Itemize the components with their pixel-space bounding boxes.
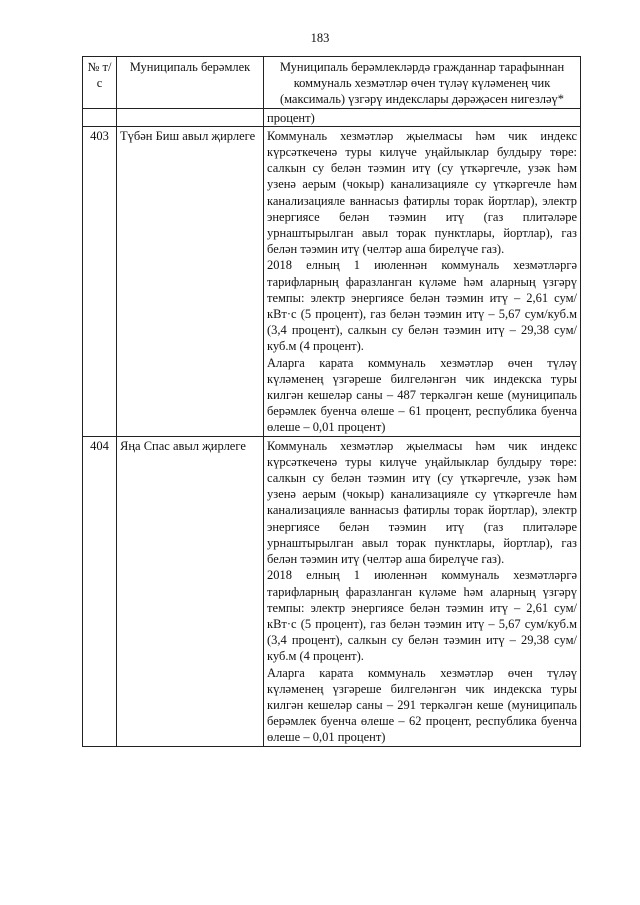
continuation-text: процент) — [264, 108, 581, 126]
continuation-row — [83, 108, 581, 126]
row-municipality: Түбән Биш авыл җирлеге — [117, 126, 264, 436]
row-paragraph-people: Аларга карата коммуналь хезмәтләр өчен түләү күләменең үзгәреше билгеләнгән чик индекска туры килгән кешеләр саны – 487 теркәлгән кеше (муниципаль берәмлек буенча өлеше – 61 процент, республика буенча өлеше – 0,01 процент) — [267, 355, 577, 435]
table-header-row — [83, 57, 581, 109]
tariff-table — [82, 56, 581, 747]
table-row — [83, 436, 581, 746]
row-description — [264, 436, 581, 746]
row-municipality: Яңа Спас авыл җирлеге — [117, 436, 264, 746]
row-paragraph-people: Аларга карата коммуналь хезмәтләр өчен түләү күләменең үзгәреше билгеләнгән чик индекска туры килгән кешеләр саны – 291 теркәлгән кеше (муниципаль берәмлек буенча өлеше – 62 процент, республика буенча өлеше – 0,01 процент) — [267, 665, 577, 745]
table-row — [83, 126, 581, 436]
row-num: 404 — [83, 436, 117, 746]
row-paragraph-tariffs: 2018 елның 1 июленнән коммуналь хезмәтләргә тарифларның фаразланган күләме һәм аларның үзгәрү темпы: электр энергиясе белән тәэмин итү – 2,61 сум/кВт·с (5 процент), газ белән тәэмин итү – 5,67 сум/куб.м (3,4 процент), салкын су белән тәэмин итү – 29,38 сум/куб.м (4 процент). — [267, 258, 577, 354]
row-description — [264, 126, 581, 436]
row-num: 403 — [83, 126, 117, 436]
continuation-num-cell — [83, 108, 117, 126]
row-paragraph-tariffs: 2018 елның 1 июленнән коммуналь хезмәтләргә тарифларның фаразланган күләме һәм аларның үзгәрү темпы: электр энергиясе белән тәэмин итү – 2,61 сум/кВт·с (5 процент), газ белән тәэмин итү – 5,67 сум/куб.м (3,4 процент), салкын су белән тәэмин итү – 29,38 сум/куб.м (4 процент). — [267, 568, 577, 664]
continuation-municipality-cell — [117, 108, 264, 126]
row-paragraph-conveniences: Коммуналь хезмәтләр җыелмасы һәм чик индекс күрсәткеченә туры килүче уңайлыклар булдыру төре: салкын су белән тәэмин итү (су үткәргечле, узәк һәм узенә аерым (чокыр) канализацияле су үткәргечле һәм канализацияле ваннасыз фатирлы торак йортлар), электр энергиясе белән тәэмин итү (газ плитәләре урнаштырылган авыл торак пунктлары, йортлар), газ белән тәэмин итү (челтәр аша бирелүче газ). — [267, 438, 577, 567]
page-number: 183 — [310, 31, 330, 45]
row-paragraph-conveniences: Коммуналь хезмәтләр җыелмасы һәм чик индекс күрсәткеченә туры килүче уңайлыклар булдыру төре: салкын су белән тәэмин итү (су үткәргечле, узәк һәм узенә аерым (чокыр) канализацияле су үткәргечле һәм канализацияле ваннасыз фатирлы торак йортлар), электр энергиясе белән тәэмин итү (газ плитәләре урнаштырылган авыл торак пунктлары, йортлар), газ белән тәэмин итү (челтәр аша бирелүче газ). — [267, 128, 577, 257]
header-description: Муниципаль берәмлекләрдә гражданнар тарафыннан коммуналь хезмәтләр өчен түләү күләменең чик (максималь) үзгәрү индекслары дәрәҗәсен нигезләү* — [264, 57, 581, 109]
header-municipality: Муниципаль берәмлек — [117, 57, 264, 109]
header-num: № т/с — [83, 57, 117, 109]
